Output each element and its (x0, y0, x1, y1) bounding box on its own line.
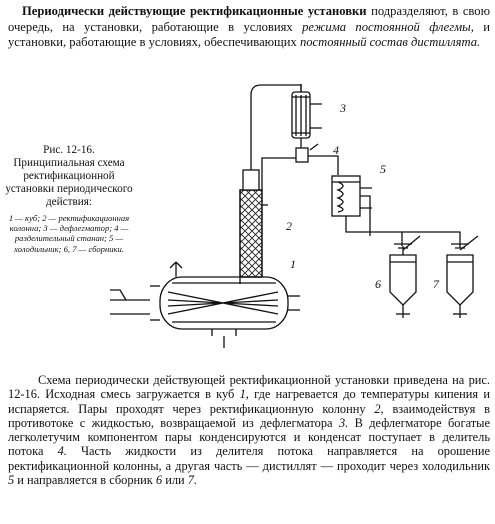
body-text-6: и направляется в сборник (14, 473, 156, 488)
body-ref-7: 7. (187, 473, 198, 488)
condenser (292, 84, 322, 148)
body-text-5: Часть жидкости из делителя потока направляется на орошение ректификационной колонны, а другая часть — дистиллят — проходит через холодильник (8, 444, 490, 473)
body-text-4: В дефлегматоре богатые легколетучим компонентом пары конденсируются и конденсат поступает в делитель потока (8, 415, 490, 459)
label-7: 7 (433, 277, 439, 291)
body-ref-3: 3. (338, 415, 349, 430)
body-ref-5: 5 (8, 473, 15, 488)
label-2: 2 (286, 219, 292, 233)
caption-legend: 1 — куб; 2 — ректификационная колонна; 3 — дефлегматор; 4 — разделительный станан; 5 — холодильник; 6, 7 — сборники. (8, 213, 130, 254)
intro-text-2: и установки, работающие в условиях, обеспечивающих (8, 19, 491, 50)
body-text-3: взаимодействуя в противотоке с жидкостью, возвращаемой из дефлегматора (8, 401, 490, 430)
splitter (262, 144, 338, 190)
label-1: 1 (290, 257, 296, 271)
body-text-7: или (162, 473, 188, 488)
intro-italic-1: режима постоянной флегмы, (302, 19, 474, 34)
body-ref-4: 4. (57, 444, 67, 459)
label-6: 6 (375, 277, 381, 291)
intro-italic-2: постоянный состав дистиллята. (299, 35, 481, 50)
label-5: 5 (380, 162, 386, 176)
receiver-7 (447, 244, 473, 318)
body-text-1: Схема периодически действующей ректификационной установки приведена на рис. 12-16. Исходная смесь загружается в куб (8, 373, 490, 402)
body-text-2: где нагревается до температуры кипения и испаряется. Пары проходят через ректификационную колонну (8, 387, 490, 416)
column (240, 160, 268, 284)
body-ref-6: 6 (155, 473, 163, 488)
body-ref-2: 2, (374, 401, 384, 416)
intro-lead: Периодически действующие ректификационные установки (22, 4, 367, 18)
label-4: 4 (333, 143, 339, 157)
body-paragraph (8, 373, 490, 487)
body-ref-1: 1, (239, 387, 249, 402)
label-3: 3 (340, 101, 346, 115)
cooler (332, 176, 460, 248)
receiver-6 (390, 244, 416, 318)
kettle (150, 277, 300, 348)
caption-title: Рис. 12-16. Принципиальная схема ректификационной установки периодического действия: (5, 144, 133, 208)
steam-inlet (110, 290, 150, 314)
intro-text-1: подразделяют, в свою очередь, на установки, работающие в условиях (8, 4, 490, 34)
